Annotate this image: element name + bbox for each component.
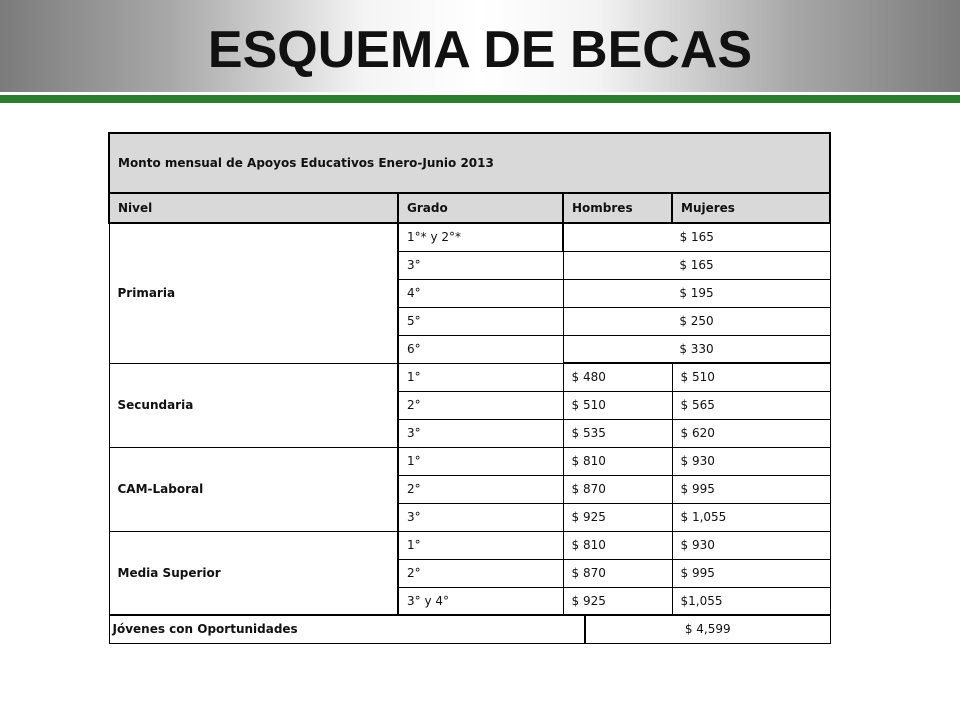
mujeres-cell: $ 620: [672, 419, 830, 447]
monto-cell: $ 165: [563, 251, 830, 279]
page-title: ESQUEMA DE BECAS: [207, 21, 753, 79]
mujeres-cell: $ 930: [672, 447, 830, 475]
grado-cell: 1°: [398, 447, 563, 475]
table-caption-row: [109, 133, 830, 193]
header-mujeres: Mujeres: [672, 193, 830, 223]
becas-table: [108, 132, 831, 644]
grado-cell: 2°: [398, 391, 563, 419]
monto-cell: $ 165: [563, 223, 830, 251]
monto-cell: $ 250: [563, 307, 830, 335]
nivel-media-superior: Media Superior: [109, 531, 398, 615]
grado-cell: 2°: [398, 475, 563, 503]
mujeres-cell: $ 930: [672, 531, 830, 559]
grado-cell: 3°: [398, 251, 563, 279]
hombres-cell: $ 925: [563, 587, 672, 615]
table-header-row: [109, 193, 830, 223]
mujeres-cell: $ 1,055: [672, 503, 830, 531]
grado-cell: 1°: [398, 363, 563, 391]
table-row: [109, 531, 830, 559]
table-row: [109, 447, 830, 475]
table-row: [109, 363, 830, 391]
grado-cell: 3°: [398, 419, 563, 447]
grado-cell: 3° y 4°: [398, 587, 563, 615]
hombres-cell: $ 510: [563, 391, 672, 419]
mujeres-cell: $ 565: [672, 391, 830, 419]
grado-cell: 2°: [398, 559, 563, 587]
monto-cell: $ 195: [563, 279, 830, 307]
grado-cell: 4°: [398, 279, 563, 307]
hombres-cell: $ 810: [563, 447, 672, 475]
nivel-jovenes-oportunidades: Jóvenes con Oportunidades: [109, 615, 585, 643]
table-row: [109, 223, 830, 251]
header-hombres: Hombres: [563, 193, 672, 223]
hombres-cell: $ 535: [563, 419, 672, 447]
nivel-primaria: Primaria: [109, 223, 398, 363]
nivel-secundaria: Secundaria: [109, 363, 398, 447]
divider-green: [0, 95, 960, 103]
grado-cell: 1°: [398, 531, 563, 559]
grado-cell: 1°* y 2°*: [398, 223, 563, 251]
mujeres-cell: $1,055: [672, 587, 830, 615]
mujeres-cell: $ 995: [672, 559, 830, 587]
mujeres-cell: $ 510: [672, 363, 830, 391]
grado-cell: 5°: [398, 307, 563, 335]
header-nivel: Nivel: [109, 193, 398, 223]
monto-cell: $ 4,599: [585, 615, 830, 643]
monto-cell: $ 330: [563, 335, 830, 363]
hombres-cell: $ 810: [563, 531, 672, 559]
grado-cell: 3°: [398, 503, 563, 531]
table-caption: Monto mensual de Apoyos Educativos Enero-Junio 2013: [109, 133, 830, 193]
header-grado: Grado: [398, 193, 563, 223]
hombres-cell: $ 925: [563, 503, 672, 531]
grado-cell: 6°: [398, 335, 563, 363]
hombres-cell: $ 870: [563, 559, 672, 587]
table-row: [109, 615, 830, 643]
nivel-cam-laboral: CAM-Laboral: [109, 447, 398, 531]
hombres-cell: $ 870: [563, 475, 672, 503]
mujeres-cell: $ 995: [672, 475, 830, 503]
hombres-cell: $ 480: [563, 363, 672, 391]
